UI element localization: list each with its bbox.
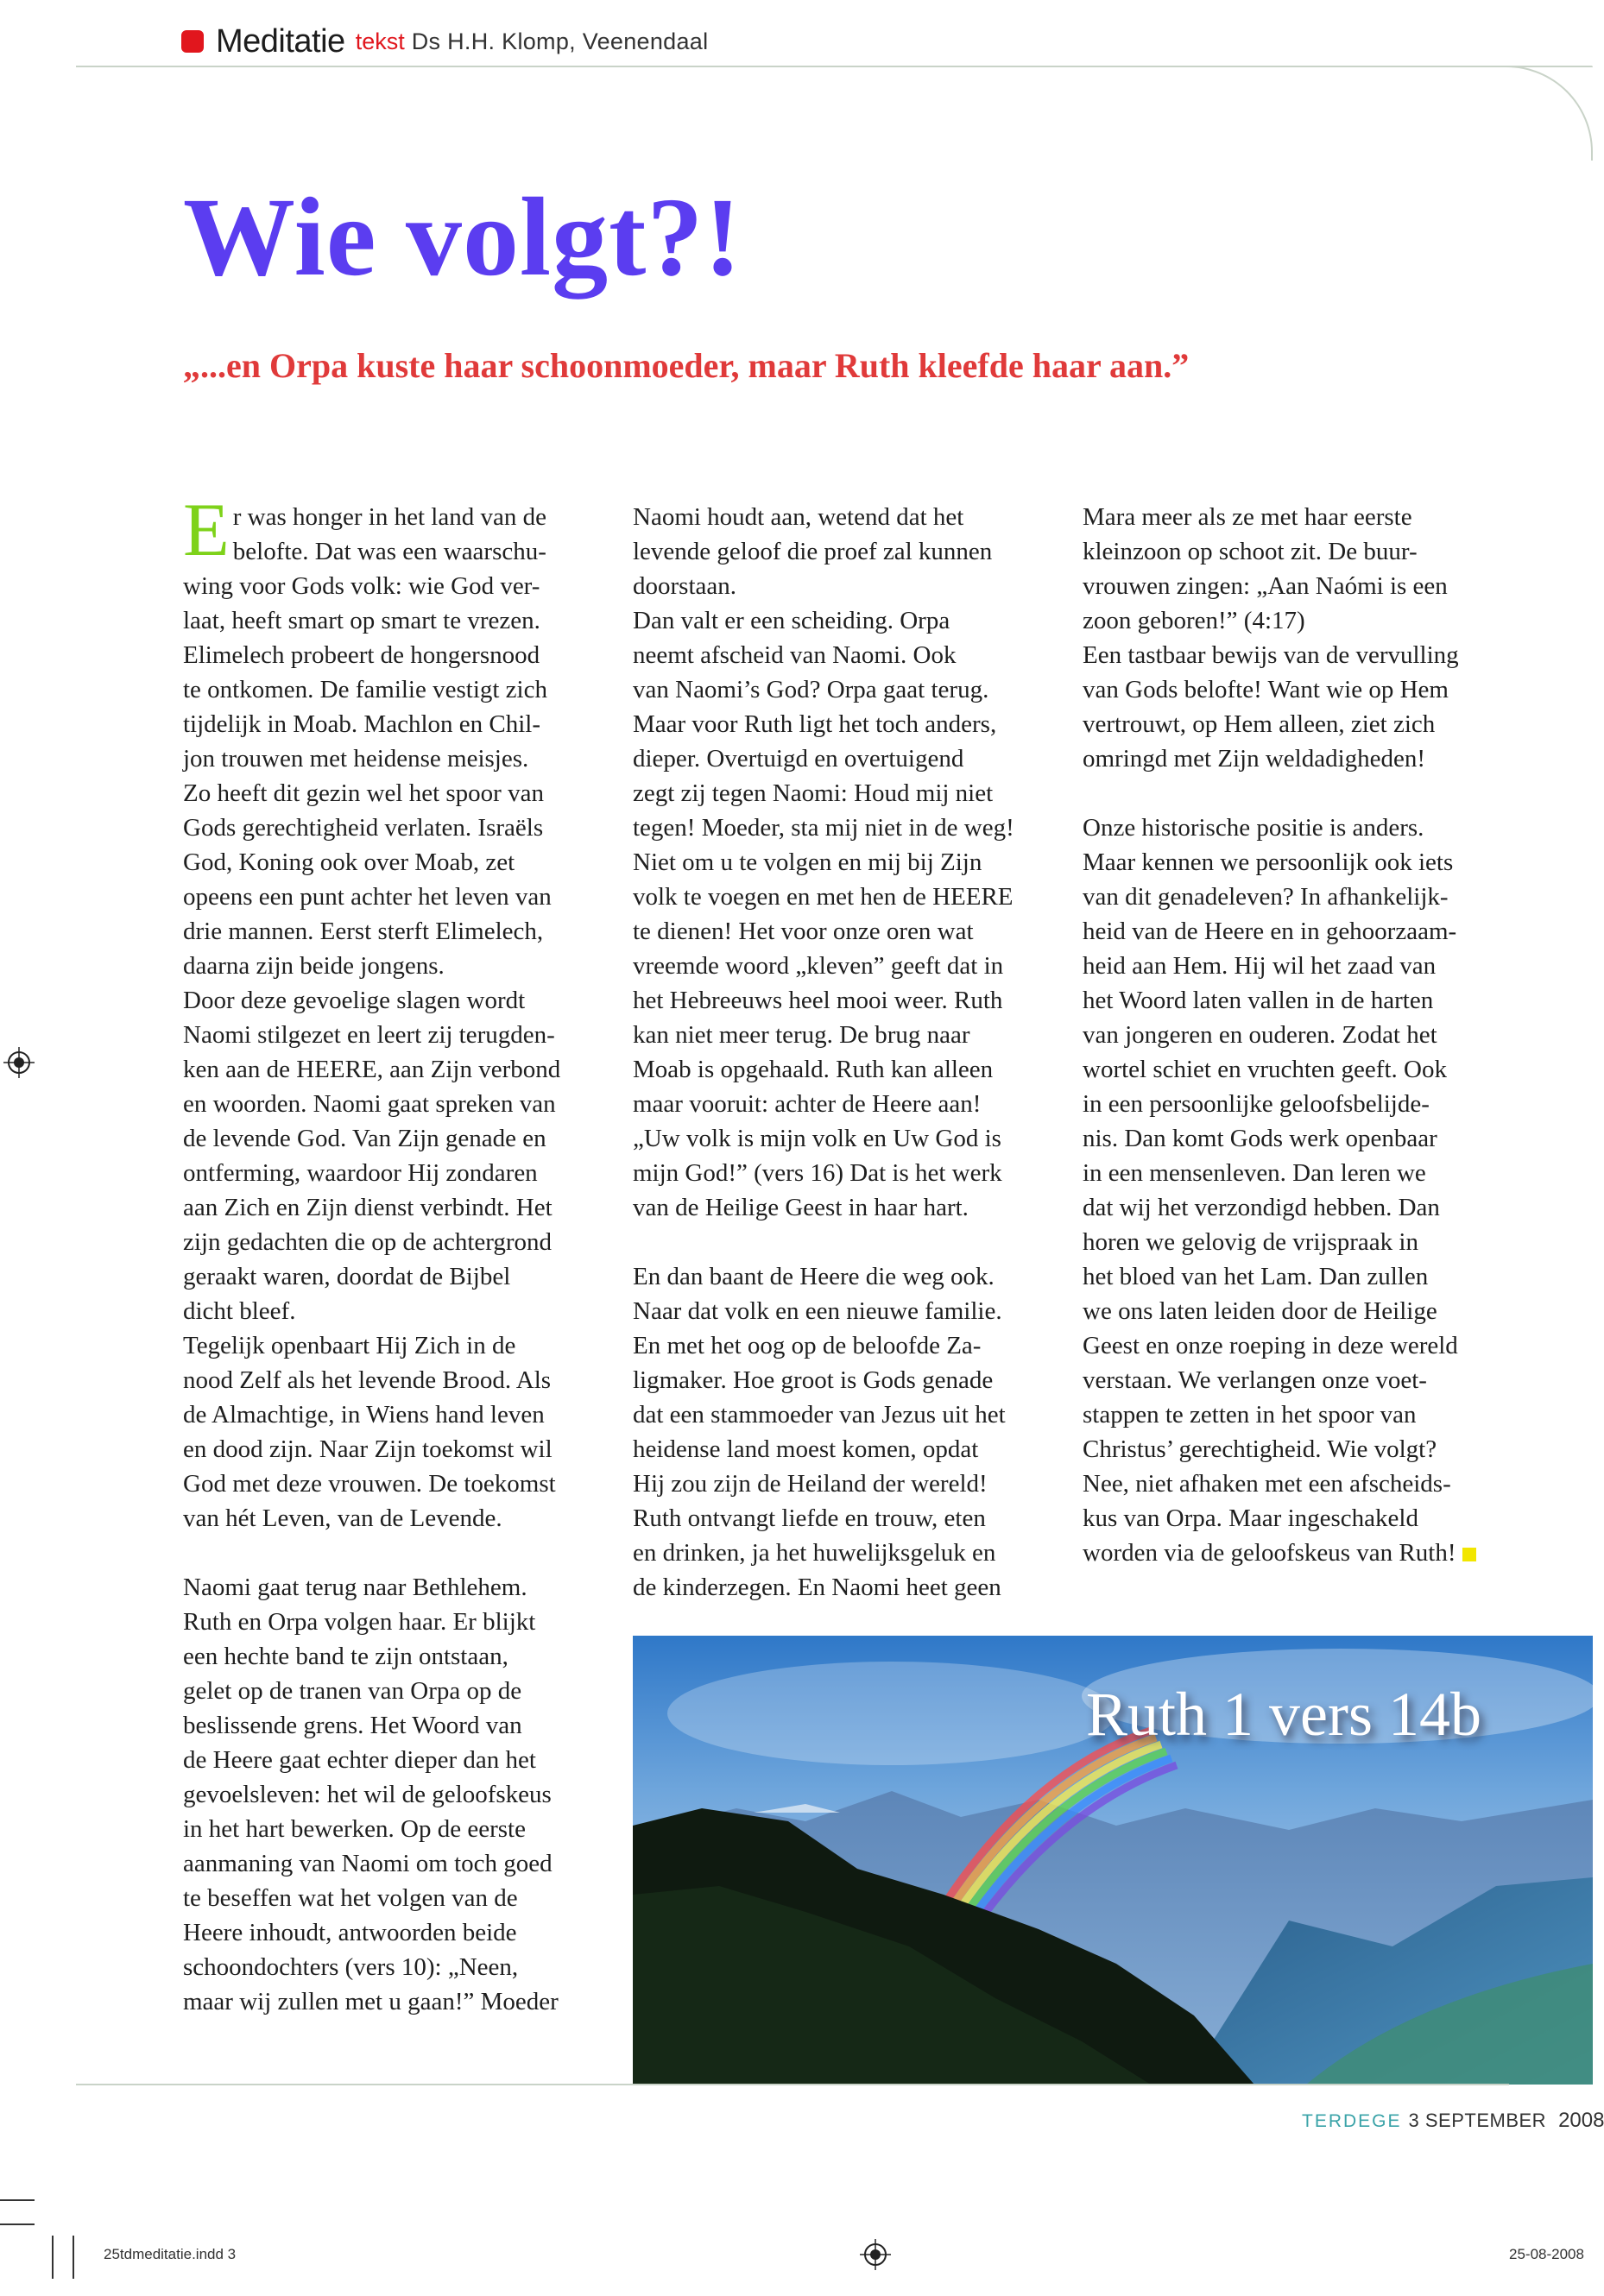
text-line: heidense land moest komen, opdat [633,1435,979,1463]
text-line: vertrouwt, op Hem alleen, ziet zich [1083,710,1436,738]
text-line: Mara meer als ze met haar eerste [1083,503,1412,531]
text-line: Naomi gaat terug naar Bethlehem. [183,1574,527,1601]
text-line: Nee, niet afhaken met een afscheids- [1083,1470,1451,1498]
text-column-3 [1083,500,1531,1570]
text-line: in een mensenleven. Dan leren we [1083,1159,1426,1187]
text-column-1 [183,489,606,2019]
text-line: Een tastbaar bewijs van de vervulling [1083,641,1459,669]
text-line: we ons laten leiden door de Heilige [1083,1297,1437,1325]
text-line: heid aan Hem. Hij wil het zaad van [1083,952,1437,980]
text-line: zoon geboren!” (4:17) [1083,607,1305,634]
top-divider [76,66,1593,67]
text-line [1083,1536,1531,1570]
text-line: de levende God. Van Zijn genade en [183,1125,546,1152]
crop-mark [52,2236,54,2279]
text-line: de Heere gaat echter dieper dan het [183,1746,536,1774]
text-line: kleinzoon op schoot zit. De buur- [1083,538,1418,565]
author-name: Ds H.H. Klomp, Veenendaal [411,28,709,54]
text-line: Maar voor Ruth ligt het toch anders, [633,710,997,738]
registration-mark-icon [860,2239,891,2270]
text-line: in een persoonlijke geloofsbelijde- [1083,1090,1430,1118]
text-line: God, Koning ook over Moab, zet [183,848,515,876]
text-line: En met het oog op de beloofde Za- [633,1332,982,1359]
photo-caption: Ruth 1 vers 14b [1086,1680,1481,1749]
end-mark-icon [1462,1548,1476,1561]
registration-mark-icon [3,1047,35,1078]
text-line: Tegelijk openbaart Hij Zich in de [183,1332,516,1359]
drop-cap: E [183,489,230,572]
text-line: maar wij zullen met u gaan!” Moeder [183,1988,559,2015]
text-line: Geest en onze roeping in deze wereld [1083,1332,1458,1359]
text-line: zegt zij tegen Naomi: Houd mij niet [633,779,994,807]
text-line: „Uw volk is mijn volk en Uw God is [633,1125,1001,1152]
text-line: aanmaning van Naomi om toch goed [183,1850,553,1877]
text-line: te beseffen wat het volgen van de [183,1884,518,1912]
text-line: zijn gedachten die op de achtergrond [183,1228,553,1256]
text-line: vreemde woord „kleven” geeft dat in [633,952,1004,980]
text-line: het Woord laten vallen in de harten [1083,987,1434,1014]
text-line: aan Zich en Zijn dienst verbindt. Het [183,1194,553,1221]
text-line: Niet om u te volgen en mij bij Zijn [633,848,982,876]
tekst-label: tekst [355,28,405,54]
text-line: daarna zijn beide jongens. [183,952,445,980]
text-line: nood Zelf als het levende Brood. Als [183,1366,552,1394]
crop-mark [0,2199,35,2201]
text-line: ontferming, waardoor Hij zondaren [183,1159,538,1187]
text-line: volk te voegen en met hen de HEERE [633,883,1014,911]
text-line: Dan valt er een scheiding. Orpa [633,607,950,634]
text-line: te ontkomen. De familie vestigt zich [183,676,547,703]
text-line: opeens een punt achter het leven van [183,883,552,911]
text-line: van hét Leven, van de Levende. [183,1504,502,1532]
text-column-2 [633,500,1056,1605]
paragraph-gap [633,1225,1056,1259]
text-line: ligmaker. Hoe groot is Gods genade [633,1366,994,1394]
text-line: neemt afscheid van Naomi. Ook [633,641,957,669]
text-line: de Almachtige, in Wiens hand leven [183,1401,545,1429]
article-title: Wie volgt?! [183,175,742,300]
text-line: heid van de Heere en in gehoorzaam- [1083,918,1457,945]
text-line: wing voor Gods volk: wie God ver- [183,572,540,600]
text-line: gelet op de tranen van Orpa op de [183,1677,522,1705]
text-line: Maar kennen we persoonlijk ook iets [1083,848,1454,876]
text-line: Naomi stilgezet en leert zij terugden- [183,1021,555,1049]
text-line: kan niet meer terug. De brug naar [633,1021,970,1049]
text-line: drie mannen. Eerst sterft Elimelech, [183,918,544,945]
text-line: schoondochters (vers 10): „Neen, [183,1953,519,1981]
text-line: stappen te zetten in het spoor van [1083,1401,1417,1429]
slug-date: 25-08-2008 [1509,2246,1584,2262]
text-line: Heere inhoudt, antwoorden beide [183,1919,517,1946]
section-bullet-icon [181,30,204,53]
text-line: belofte. Dat was een waarschu- [232,538,546,565]
text-line: Door deze gevoelige slagen wordt [183,987,526,1014]
text-line: God met deze vrouwen. De toekomst [183,1470,556,1498]
text-line: Ruth ontvangt liefde en trouw, eten [633,1504,986,1532]
text-line: dicht bleef. [183,1297,296,1325]
text-line: wortel schiet en vruchten geeft. Ook [1083,1056,1447,1083]
text-line: het bloed van het Lam. Dan zullen [1083,1263,1429,1290]
text-line: kus van Orpa. Maar ingeschakeld [1083,1504,1418,1532]
text-line: dat een stammoeder van Jezus uit het [633,1401,1006,1429]
issue-date: 3 SEPTEMBER [1408,2110,1547,2131]
text-line: een hechte band te zijn ontstaan, [183,1643,508,1670]
text-line: Hij zou zijn de Heiland der wereld! [633,1470,988,1498]
text-line: verstaan. We verlangen onze voet- [1083,1366,1427,1394]
text-line: van jongeren en ouderen. Zodat het [1083,1021,1437,1049]
text-line: van dit genadeleven? In afhankelijk- [1083,883,1449,911]
text-line: jon trouwen met heidense meisjes. [183,745,529,773]
text-line: ken aan de HEERE, aan Zijn verbond [183,1056,561,1083]
text-line: Zo heeft dit gezin wel het spoor van [183,779,544,807]
text-line: en woorden. Naomi gaat spreken van [183,1090,556,1118]
text-line: van de Heilige Geest in haar hart. [633,1194,969,1221]
text-line: r was honger in het land van de [232,503,546,531]
article-subtitle: „...en Orpa kuste haar schoonmoeder, maar Ruth kleefde haar aan.” [183,346,1190,385]
slug-filename: 25tdmeditatie.indd 3 [104,2246,237,2262]
top-divider-curve [1506,66,1593,161]
crop-mark [0,2223,35,2225]
text-line: dieper. Overtuigd en overtuigend [633,745,964,773]
issue-year: 2008 [1558,2109,1604,2132]
text-line: Naar dat volk en een nieuwe familie. [633,1297,1002,1325]
text-line: dat wij het verzondigd hebben. Dan [1083,1194,1440,1221]
magazine-name: TERDEGE [1302,2111,1402,2131]
text-line: de kinderzegen. En Naomi heet geen [633,1574,1001,1601]
text-line: horen we gelovig de vrijspraak in [1083,1228,1418,1256]
text-line: levende geloof die proef zal kunnen [633,538,993,565]
text-line: nis. Dan komt Gods werk openbaar [1083,1125,1437,1152]
text-line: geraakt waren, doordat de Bijbel [183,1263,511,1290]
text-line: Onze historische positie is anders. [1083,814,1424,842]
page-header [181,24,708,59]
text-line: tegen! Moeder, sta mij niet in de weg! [633,814,1014,842]
text-line: doorstaan. [633,572,736,600]
text-line: te dienen! Het voor onze oren wat [633,918,974,945]
text-line: in het hart bewerken. Op de eerste [183,1815,526,1843]
paragraph-gap [1083,776,1531,811]
text-line-content: worden via de geloofskeus van Ruth! [1083,1539,1456,1567]
text-line: gevoelsleven: het wil de geloofskeus [183,1781,552,1808]
bottom-divider [76,2084,1509,2085]
text-line: En dan baant de Heere die weg ook. [633,1263,995,1290]
text-line: en dood zijn. Naar Zijn toekomst wil [183,1435,553,1463]
text-line: het Hebreeuws heel mooi weer. Ruth [633,987,1003,1014]
text-line: Ruth en Orpa volgen haar. Er blijkt [183,1608,536,1636]
text-line: beslissende grens. Het Woord van [183,1712,522,1739]
crop-mark [73,2236,74,2279]
text-line: tijdelijk in Moab. Machlon en Chil- [183,710,541,738]
text-line: en drinken, ja het huwelijksgeluk en [633,1539,996,1567]
text-line: Gods gerechtigheid verlaten. Israëls [183,814,544,842]
page-folio [1302,2109,1604,2133]
text-line: laat, heeft smart op smart te vrezen. [183,607,540,634]
text-line: mijn God!” (vers 16) Dat is het werk [633,1159,1002,1187]
text-line: Christus’ gerechtigheid. Wie volgt? [1083,1435,1437,1463]
text-line: van Gods belofte! Want wie op Hem [1083,676,1449,703]
text-line: Elimelech probeert de hongersnood [183,641,540,669]
text-line: Moab is opgehaald. Ruth kan alleen [633,1056,994,1083]
section-label: Meditatie [216,22,345,60]
text-line: maar vooruit: achter de Heere aan! [633,1090,982,1118]
text-line: vrouwen zingen: „Aan Naómi is een [1083,572,1448,600]
text-line: Naomi houdt aan, wetend dat het [633,503,964,531]
paragraph-gap [183,1536,606,1570]
text-line: omringd met Zijn weldadigheden! [1083,745,1426,773]
text-line: van Naomi’s God? Orpa gaat terug. [633,676,989,703]
